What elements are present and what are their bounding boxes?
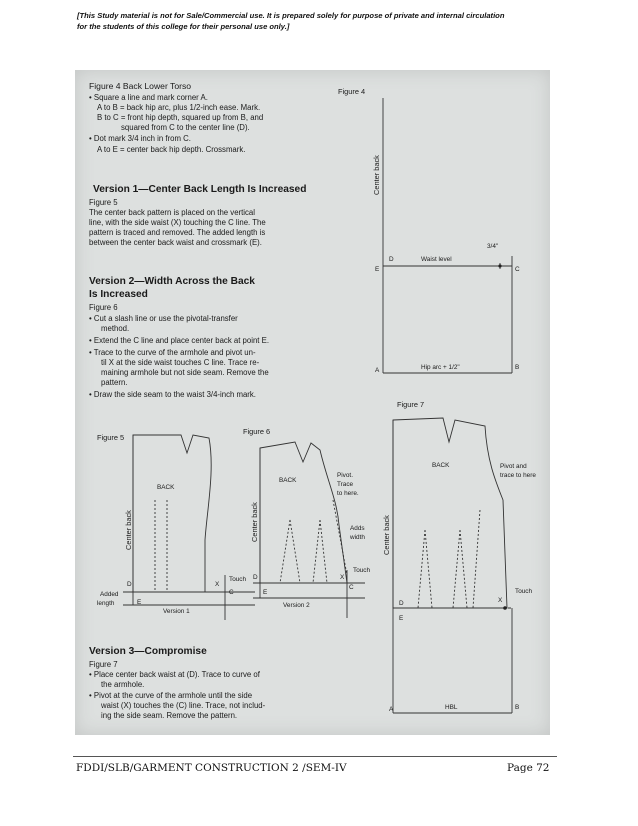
version3-heading: Version 3—Compromise: [89, 646, 207, 657]
version2-step: pattern.: [101, 378, 128, 387]
version1-text: pattern is traced and removed. The added length is: [89, 228, 266, 237]
version1-text: The center back pattern is placed on the vertical: [89, 208, 255, 217]
disclaimer-line-1: [This Study material is not for Sale/Commercial use. It is prepared solely for purpose of private and internal circulation: [77, 11, 505, 20]
fig6-dart: [290, 520, 300, 583]
fig7-title: Figure 7: [397, 400, 425, 409]
fig5-label-c: C: [229, 589, 234, 596]
version2-step: • Extend the C line and place center back at point E.: [89, 336, 270, 345]
fig7-dart: [453, 530, 460, 608]
version1-text: between the center back waist and crossmark (E).: [89, 238, 262, 247]
fig6-dart: [320, 520, 327, 583]
version2-figure-ref: Figure 6: [89, 303, 118, 312]
version2-step: • Cut a slash line or use the pivotal-transfer: [89, 314, 238, 323]
fig4-step: • Square a line and mark corner A.: [89, 93, 208, 102]
version2-step: til X at the side waist touches C line. Trace re-: [101, 358, 260, 367]
fig5-version: Version 1: [163, 608, 190, 615]
fig6-version: Version 2: [283, 602, 310, 609]
fig5-title: Figure 5: [97, 433, 125, 442]
version1-heading: Version 1—Center Back Length Is Increased: [93, 184, 307, 195]
fig6-width: width: [350, 534, 365, 541]
fig4-center-back-label: Center back: [372, 155, 381, 195]
version1-figure-ref: Figure 5: [89, 198, 118, 207]
version3-step: • Place center back waist at (D). Trace to curve of: [89, 670, 260, 679]
version2-heading: Is Increased: [89, 289, 148, 300]
fig5-label-e: E: [137, 599, 142, 606]
fig4-dot-mark: [498, 264, 501, 267]
fig4-hip-arc: Hip arc + 1/2": [421, 364, 460, 371]
fig7-pivot-and: Pivot and: [500, 463, 527, 470]
fig7-dart: [418, 530, 425, 608]
fig4-step: A to B = back hip arc, plus 1/2-inch ease. Mark.: [97, 103, 261, 112]
version1-text: line, with the side waist (X) touching the C line. The: [89, 218, 266, 227]
fig4-step: A to E = center back hip depth. Crossmark.: [97, 145, 246, 154]
version2-heading: Version 2—Width Across the Back: [89, 276, 255, 287]
fig7-label-b: B: [515, 704, 520, 711]
fig6-label-c: C: [349, 584, 354, 591]
fig6-pivot: Pivot.: [337, 472, 353, 479]
fig6-label-x: X: [340, 574, 345, 581]
fig6-to-here: to here.: [337, 490, 359, 497]
fig7-dart: [425, 530, 432, 608]
fig5-length: length: [97, 600, 115, 607]
fig5-center-back-label: Center back: [124, 510, 133, 550]
version2-step: method.: [101, 324, 130, 333]
fig6-touch: Touch: [353, 567, 371, 574]
version3-step: • Pivot at the curve of the armhole until the side: [89, 691, 253, 700]
disclaimer-line-2: for the students of this college for their personal use only.]: [77, 21, 290, 31]
footer-page-number: Page 72: [507, 762, 550, 774]
fig5-label-x: X: [215, 581, 220, 588]
fig4-label-d: D: [389, 256, 394, 263]
fig7-back-label: BACK: [432, 462, 450, 469]
fig6-back-label: BACK: [279, 477, 297, 484]
version2-step: • Trace to the curve of the armhole and pivot un-: [89, 348, 256, 357]
fig7-label-d: D: [399, 600, 404, 607]
fig6-slash-line: [333, 500, 347, 575]
fig6-adds: Adds: [350, 525, 365, 532]
fig5-touch: Touch: [229, 576, 247, 583]
fig7-label-a: A: [389, 706, 394, 713]
footer-divider: [73, 756, 557, 757]
fig5-back-label: BACK: [157, 484, 175, 491]
fig4-label-c: C: [515, 266, 520, 273]
fig4-three-quarter-label: 3/4": [487, 243, 499, 250]
footer-course: FDDI/SLB/GARMENT CONSTRUCTION 2 /SEM-IV: [76, 762, 347, 774]
fig6-dart: [280, 520, 290, 583]
version3-step: ing the side seam. Remove the pattern.: [101, 711, 238, 720]
fig6-trace: Trace: [337, 481, 354, 488]
version2-step: maining armhole but not side seam. Remove the: [101, 368, 269, 377]
fig4-waist-level: Waist level: [421, 256, 452, 263]
fig5-label-d: D: [127, 581, 132, 588]
fig4-label-a: A: [375, 367, 380, 374]
fig6-center-back-label: Center back: [250, 502, 259, 542]
fig6-title: Figure 6: [243, 427, 271, 436]
fig4-step: • Dot mark 3/4 inch in from C.: [89, 134, 191, 143]
fig4-title: Figure 4: [338, 87, 366, 96]
fig7-dart: [460, 530, 467, 608]
fig7-hbl: HBL: [445, 704, 458, 711]
fig7-label-x: X: [498, 597, 503, 604]
fig7-center-back-label: Center back: [382, 515, 391, 555]
fig7-bodice-outline: [393, 418, 507, 608]
pattern-diagrams: [75, 70, 550, 735]
fig7-dart: [473, 510, 480, 608]
fig6-bodice-outline: [260, 442, 347, 583]
version3-step: the armhole.: [101, 680, 145, 689]
fig6-label-e: E: [263, 589, 268, 596]
fig7-touch: Touch: [515, 588, 533, 595]
fig7-trace-to-here: trace to here: [500, 472, 536, 479]
fig4-label-e: E: [375, 266, 380, 273]
fig7-dot-x: [503, 606, 507, 610]
fig5-bodice-outline: [133, 435, 211, 592]
disclaimer: [77, 11, 597, 32]
fig7-label-e: E: [399, 615, 404, 622]
version2-step: • Draw the side seam to the waist 3/4-inch mark.: [89, 390, 256, 399]
fig4-heading: Figure 4 Back Lower Torso: [89, 81, 192, 91]
fig6-dart: [313, 520, 320, 583]
version3-figure-ref: Figure 7: [89, 660, 118, 669]
version3-step: waist (X) touches the (C) line. Trace, not includ-: [101, 701, 266, 710]
scanned-textbook-page: [75, 70, 550, 735]
fig4-step: B to C = front hip depth, squared up from B, and: [97, 113, 264, 122]
fig5-added: Added: [100, 591, 119, 598]
fig4-label-b: B: [515, 364, 520, 371]
fig4-step: squared from C to the center line (D).: [121, 123, 250, 132]
fig6-label-d: D: [253, 574, 258, 581]
